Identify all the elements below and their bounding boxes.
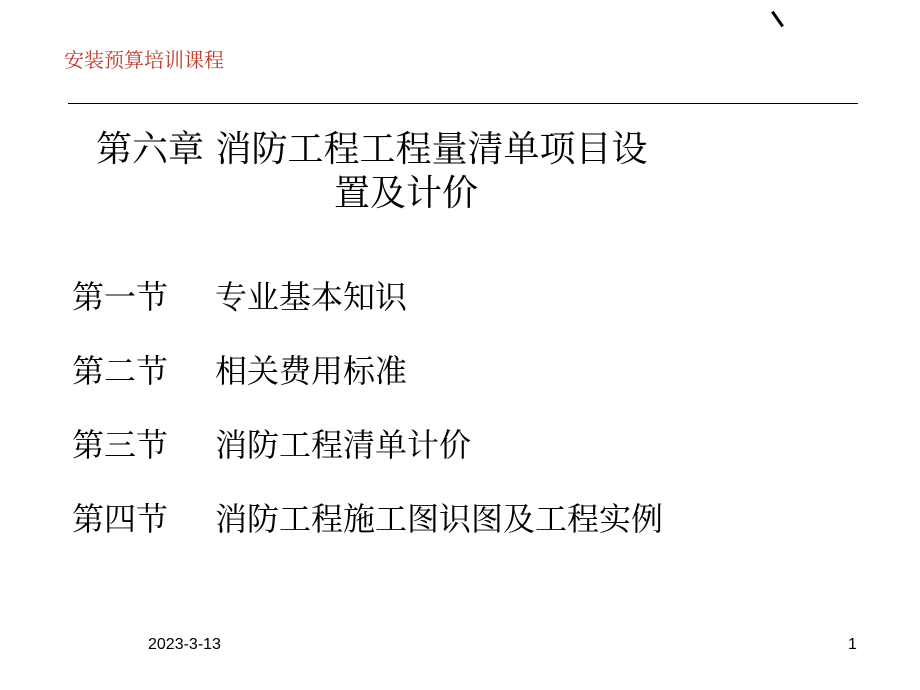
header-divider <box>68 103 858 104</box>
section-item-4 <box>72 494 872 568</box>
section-number: 第四节 <box>72 500 169 538</box>
corner-mark <box>771 11 784 27</box>
section-name: 相关费用标准 <box>215 352 408 390</box>
section-name: 消防工程施工图识图及工程实例 <box>215 500 664 538</box>
chapter-title-line1: 第六章 消防工程工程量清单项目设 <box>96 129 648 170</box>
page-number: 1 <box>848 636 857 653</box>
section-name: 专业基本知识 <box>215 278 408 316</box>
section-list <box>72 272 872 568</box>
section-item-3 <box>72 420 872 494</box>
chapter-title-line2: 置及计价 <box>334 173 479 214</box>
section-number: 第一节 <box>72 278 169 316</box>
section-name: 消防工程清单计价 <box>215 426 472 464</box>
footer-date: 2023-3-13 <box>148 636 221 653</box>
course-title: 安装预算培训课程 <box>64 48 224 72</box>
chapter-title <box>96 128 796 216</box>
section-item-1 <box>72 272 872 346</box>
section-number: 第二节 <box>72 352 169 390</box>
section-number: 第三节 <box>72 426 169 464</box>
section-item-2 <box>72 346 872 420</box>
